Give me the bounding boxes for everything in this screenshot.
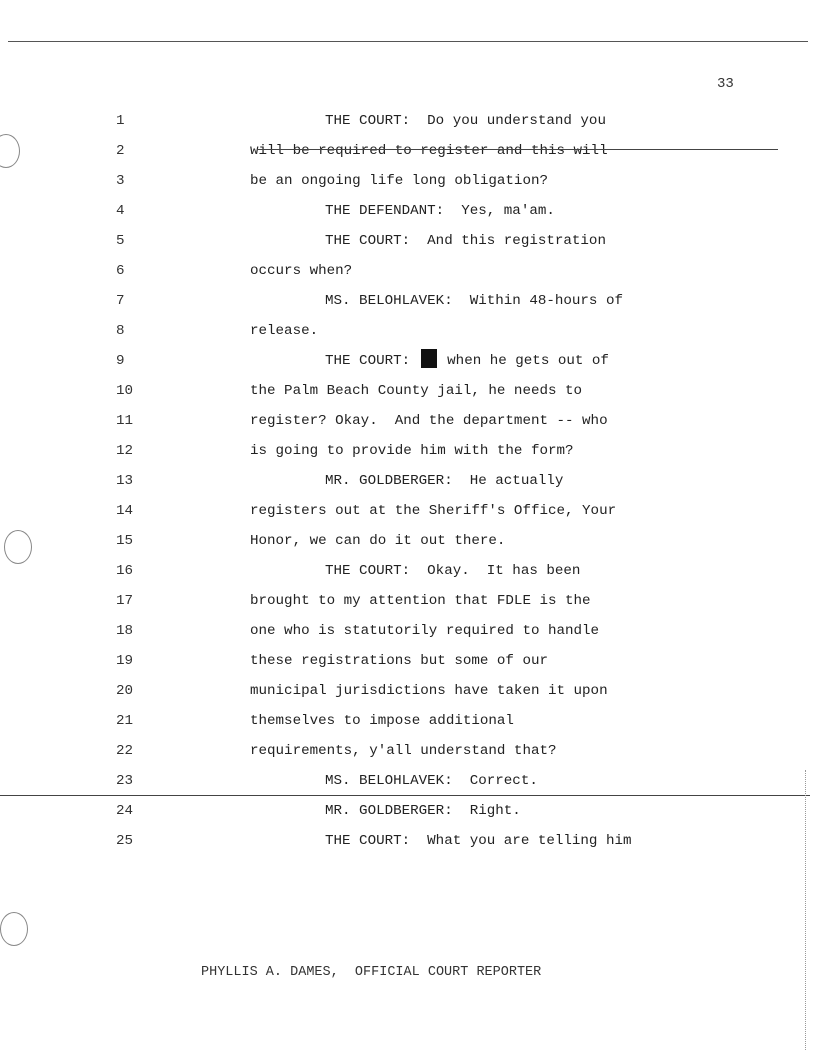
transcript-line: [0, 316, 816, 346]
line-22-rule: [0, 795, 810, 796]
line-text: THE DEFENDANT: Yes, ma'am.: [325, 203, 555, 219]
transcript-line: [0, 556, 816, 586]
line-number: 25: [116, 833, 134, 849]
line-number: 7: [116, 293, 125, 309]
line-number: 10: [116, 383, 134, 399]
transcript-line: [0, 766, 816, 796]
redaction-block: [421, 349, 437, 368]
line-number: 16: [116, 563, 134, 579]
transcript-line: [0, 106, 816, 136]
line-number: 5: [116, 233, 125, 249]
line-text: MR. GOLDBERGER: Right.: [325, 803, 521, 819]
line-number: 13: [116, 473, 134, 489]
line-text-before-redaction: THE COURT:: [325, 353, 419, 369]
line-text: [325, 346, 609, 376]
line-number: 11: [116, 413, 134, 429]
transcript-line: [0, 346, 816, 376]
right-edge-mark: [805, 770, 806, 1050]
line-number: 22: [116, 743, 134, 759]
line-number: 6: [116, 263, 125, 279]
line-text: release.: [250, 323, 319, 339]
line-text: Honor, we can do it out there.: [250, 533, 506, 549]
line-text: occurs when?: [250, 263, 353, 279]
line-number: 18: [116, 623, 134, 639]
transcript-line: [0, 286, 816, 316]
line-text: be an ongoing life long obligation?: [250, 173, 548, 189]
line-text: THE COURT: Do you understand you: [325, 113, 606, 129]
transcript-line: [0, 706, 816, 736]
transcript-line: [0, 646, 816, 676]
line-number: 21: [116, 713, 134, 729]
line-number: 23: [116, 773, 134, 789]
transcript-line: [0, 736, 816, 766]
line-number: 2: [116, 143, 125, 159]
punch-hole-bottom: [0, 912, 28, 946]
line-text: municipal jurisdictions have taken it upon: [250, 683, 608, 699]
line-text: brought to my attention that FDLE is the: [250, 593, 591, 609]
transcript-line: [0, 466, 816, 496]
transcript-line: [0, 226, 816, 256]
punch-hole-middle: [4, 530, 32, 564]
line-text: register? Okay. And the department -- who: [250, 413, 608, 429]
transcript-line: [0, 586, 816, 616]
top-border-rule: [8, 41, 808, 42]
line-number: 1: [116, 113, 125, 129]
line-text: is going to provide him with the form?: [250, 443, 574, 459]
line-number: 17: [116, 593, 134, 609]
transcript-line: [0, 496, 816, 526]
line-number: 19: [116, 653, 134, 669]
footer-reporter: PHYLLIS A. DAMES, OFFICIAL COURT REPORTER: [201, 965, 542, 980]
line-text: MR. GOLDBERGER: He actually: [325, 473, 564, 489]
line-number: 9: [116, 353, 125, 369]
line-number: 20: [116, 683, 134, 699]
line-text: registers out at the Sheriff's Office, Your: [250, 503, 617, 519]
line-number: 3: [116, 173, 125, 189]
line-number: 12: [116, 443, 134, 459]
line-number: 4: [116, 203, 125, 219]
transcript-line: [0, 796, 816, 826]
line-text: THE COURT: Okay. It has been: [325, 563, 581, 579]
line-number: 15: [116, 533, 134, 549]
transcript-line: [0, 436, 816, 466]
line-text: THE COURT: And this registration: [325, 233, 606, 249]
transcript-line: [0, 826, 816, 856]
transcript-line: [0, 196, 816, 226]
page-number: 33: [717, 76, 734, 92]
line-text-after-redaction: when he gets out of: [438, 353, 609, 369]
line-number: 24: [116, 803, 134, 819]
transcript-line: [0, 616, 816, 646]
line-number: 8: [116, 323, 125, 339]
line-text: one who is statutorily required to handle: [250, 623, 600, 639]
transcript-line: [0, 676, 816, 706]
line-2-rule: [258, 149, 778, 150]
line-text: THE COURT: What you are telling him: [325, 833, 632, 849]
line-text: the Palm Beach County jail, he needs to: [250, 383, 583, 399]
line-text: themselves to impose additional: [250, 713, 514, 729]
transcript-line: [0, 166, 816, 196]
transcript-line: [0, 526, 816, 556]
line-text: requirements, y'all understand that?: [250, 743, 557, 759]
line-text: will be required to register and this will: [250, 143, 608, 159]
transcript-line: [0, 376, 816, 406]
transcript-line: [0, 256, 816, 286]
line-text: these registrations but some of our: [250, 653, 548, 669]
transcript-line: [0, 136, 816, 166]
transcript-line: [0, 406, 816, 436]
line-text: MS. BELOHLAVEK: Correct.: [325, 773, 538, 789]
line-text: MS. BELOHLAVEK: Within 48-hours of: [325, 293, 623, 309]
line-number: 14: [116, 503, 134, 519]
